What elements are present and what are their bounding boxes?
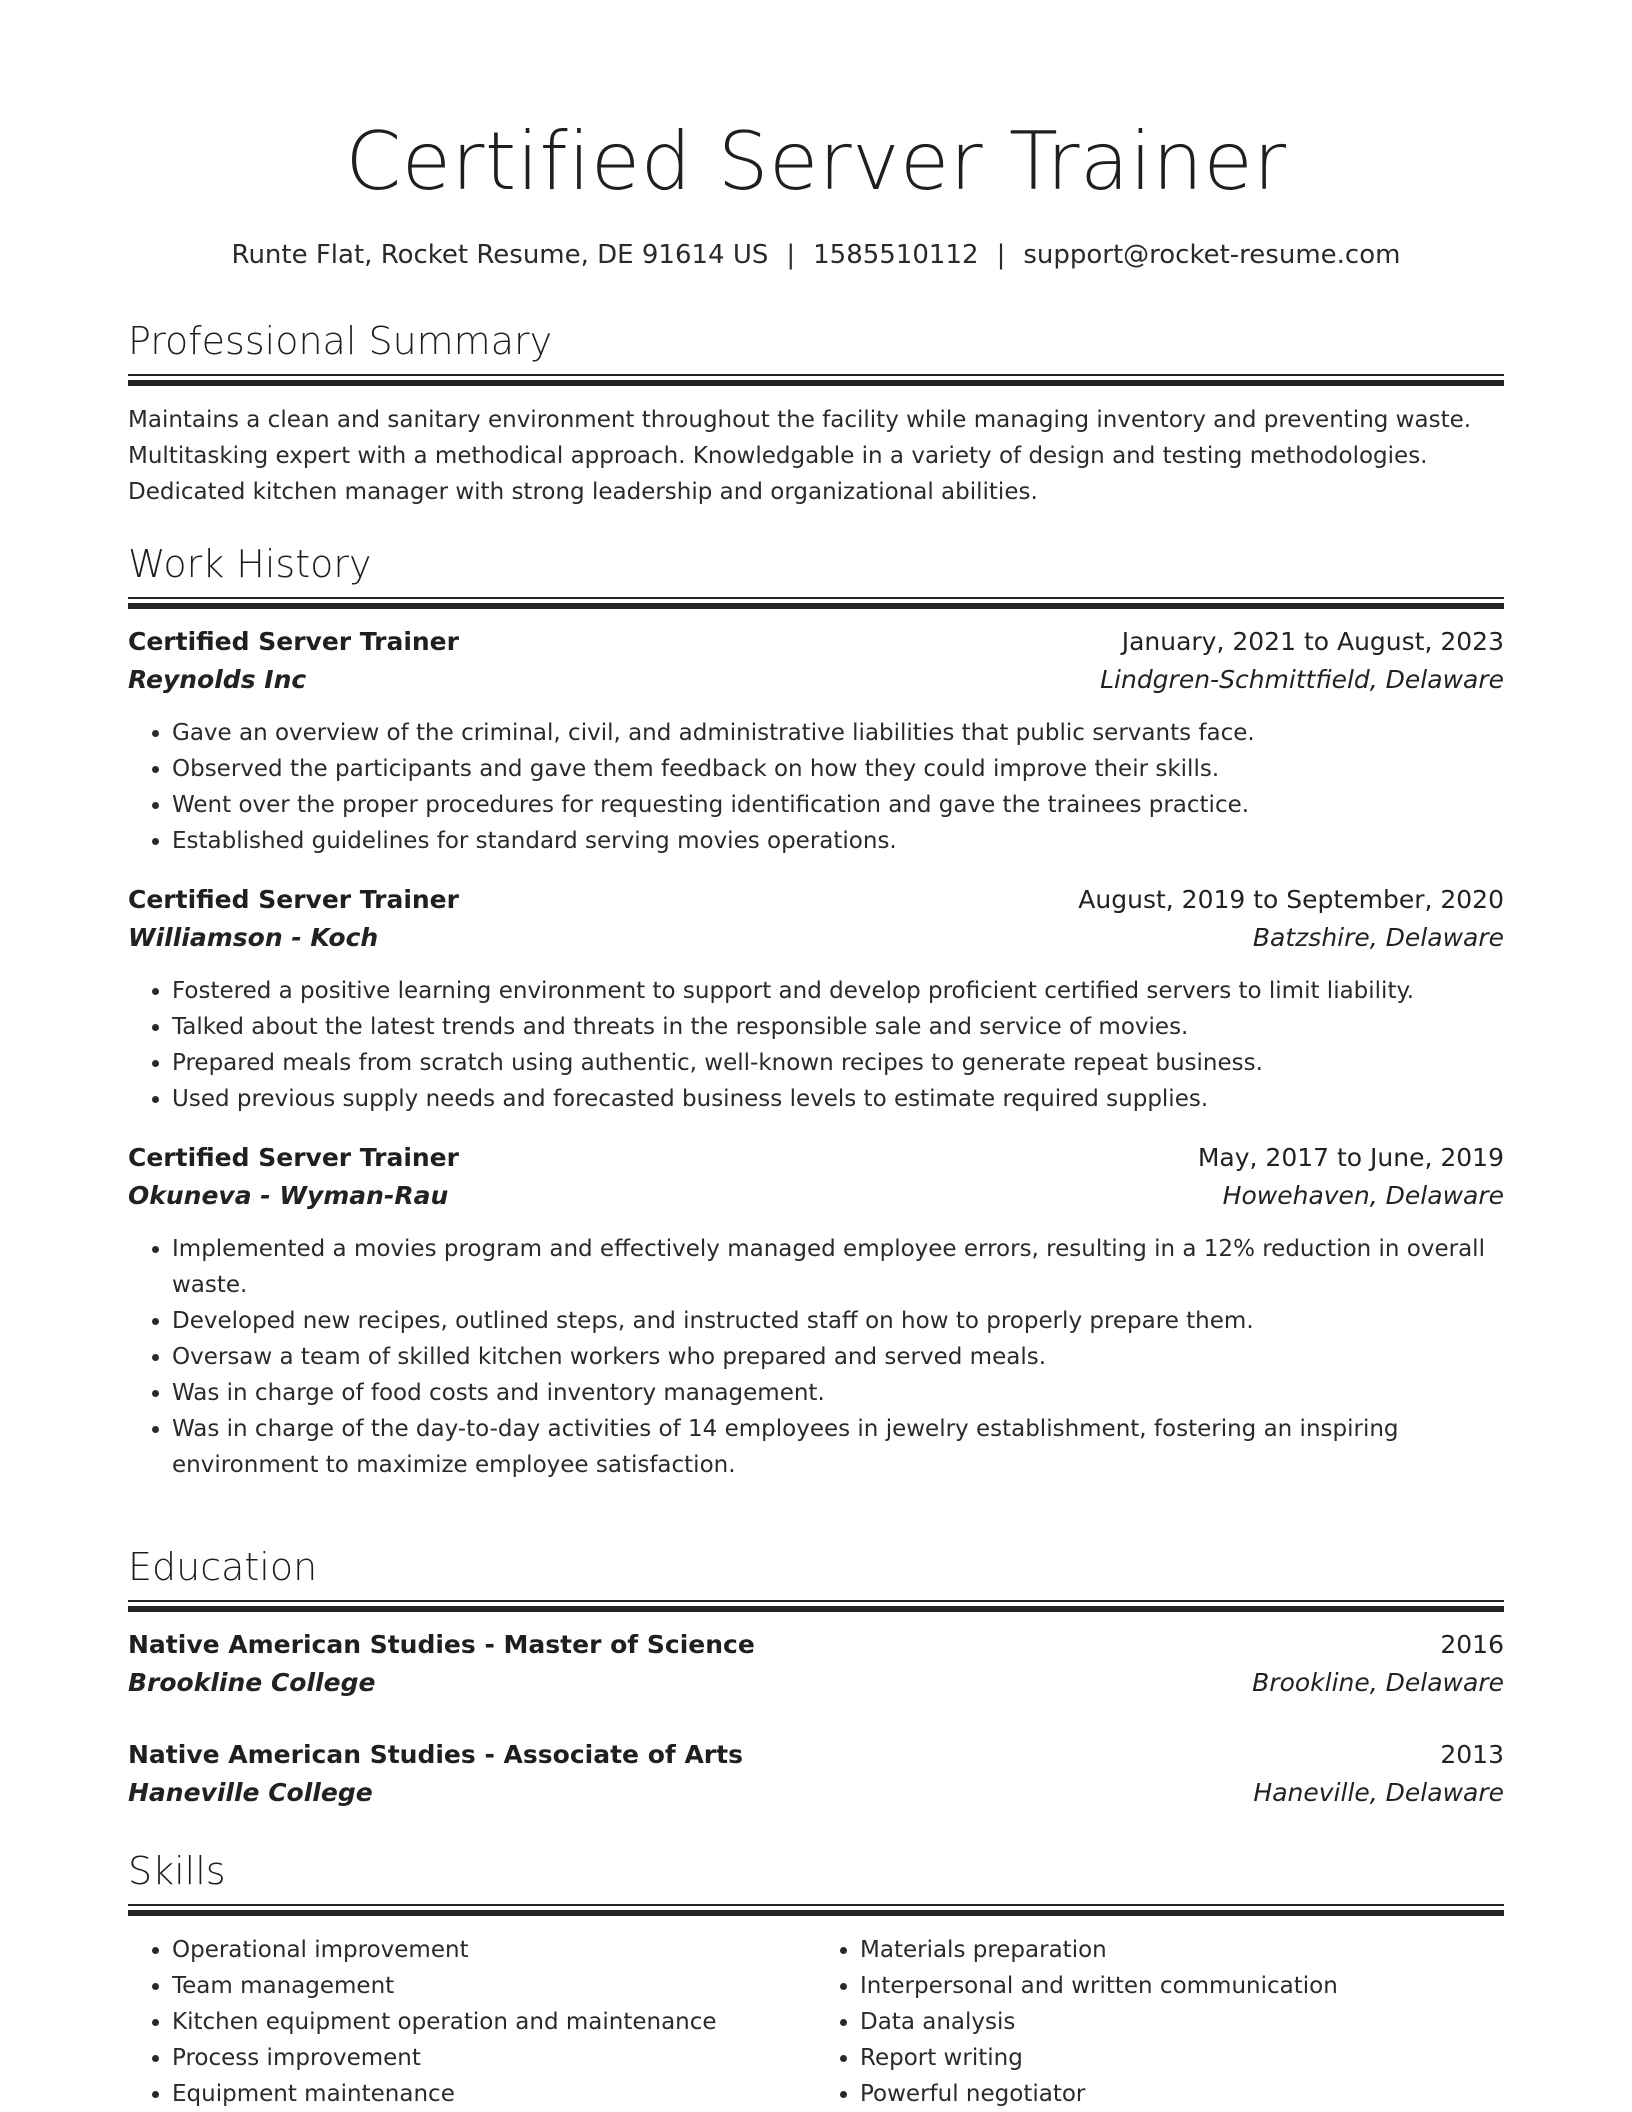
education-degree: Native American Studies - Associate of Arts <box>128 1740 743 1769</box>
summary-section <box>128 319 1504 510</box>
job-title: Certified Server Trainer <box>128 885 459 914</box>
job-dates: August, 2019 to September, 2020 <box>1078 885 1504 914</box>
job-title: Certified Server Trainer <box>128 1143 459 1172</box>
list-item: • Report writing <box>860 2040 1504 2076</box>
list-item: • Was in charge of food costs and inventory management. <box>172 1375 1504 1411</box>
skills-columns <box>128 1932 1504 2112</box>
education-entry <box>128 1740 1504 1816</box>
job-subheader <box>128 923 1504 961</box>
section-heading: Skills <box>128 1849 226 1893</box>
resume-page <box>128 0 1504 2112</box>
list-item: • Was in charge of the day-to-day activities of 14 employees in jewelry establishment, fostering an inspiring environment to maximize employee satisfaction. <box>172 1411 1504 1483</box>
skills-list-left <box>128 1932 816 2112</box>
education-year: 2016 <box>1440 1630 1504 1659</box>
list-item: • Implemented a movies program and effectively managed employee errors, resulting in a 12% reduction in overall waste. <box>172 1231 1504 1303</box>
job-bullets <box>128 973 1504 1117</box>
education-header <box>128 1740 1504 1778</box>
job-header <box>128 1143 1504 1181</box>
list-item: • Team management <box>172 1968 816 2004</box>
list-item: • Data analysis <box>860 2004 1504 2040</box>
list-item: • Equipment maintenance <box>172 2076 816 2112</box>
list-item: • Talked about the latest trends and threats in the responsible sale and service of movies. <box>172 1009 1504 1045</box>
education-list <box>128 1630 1504 1816</box>
education-location: Brookline, Delaware <box>1252 1668 1504 1697</box>
list-item: • Used previous supply needs and forecasted business levels to estimate required supplies. <box>172 1081 1504 1117</box>
job-list <box>128 627 1504 1483</box>
section-divider-thick <box>128 1910 1504 1916</box>
section-heading: Work History <box>128 542 372 586</box>
section-divider <box>128 374 1504 376</box>
job-dates: May, 2017 to June, 2019 <box>1197 1143 1504 1172</box>
list-item: • Interpersonal and written communication <box>860 1968 1504 2004</box>
list-item: • Kitchen equipment operation and maintenance <box>172 2004 816 2040</box>
education-school: Haneville College <box>128 1778 373 1807</box>
list-item: • Gave an overview of the criminal, civil, and administrative liabilities that public servants face. <box>172 715 1504 751</box>
job-company: Williamson - Koch <box>128 923 379 952</box>
list-item: • Developed new recipes, outlined steps, and instructed staff on how to properly prepare them. <box>172 1303 1504 1339</box>
summary-text: Maintains a clean and sanitary environment throughout the facility while managing inventory and preventing waste. Multitasking expert with a methodical approach. Knowledgable in a variety of design and testing methodologies. Dedicated kitchen manager with strong leadership and organizational abilities. <box>128 407 1472 505</box>
job-header <box>128 885 1504 923</box>
education-subheader <box>128 1778 1504 1816</box>
education-location: Haneville, Delaware <box>1253 1778 1504 1807</box>
job-title: Certified Server Trainer <box>128 627 459 656</box>
resume-title: Certified Server Trainer <box>345 115 1287 208</box>
section-divider-thick <box>128 380 1504 386</box>
job-entry <box>128 885 1504 1117</box>
skills-list-right <box>816 1932 1504 2112</box>
list-item: • Oversaw a team of skilled kitchen workers who prepared and served meals. <box>172 1339 1504 1375</box>
contact-email: support@rocket-resume.com <box>1023 240 1401 270</box>
section-divider <box>128 1904 1504 1906</box>
list-item: • Materials preparation <box>860 1932 1504 1968</box>
contact-separator: | <box>786 240 796 270</box>
skills-section <box>128 1849 1504 2112</box>
job-location: Lindgren-Schmittfield, Delaware <box>1100 665 1504 694</box>
list-item: • Operational improvement <box>172 1932 816 1968</box>
job-bullets <box>128 1231 1504 1483</box>
list-item: • Prepared meals from scratch using authentic, well-known recipes to generate repeat business. <box>172 1045 1504 1081</box>
contact-phone: 1585510112 <box>813 240 979 270</box>
section-divider-thick <box>128 1606 1504 1612</box>
section-divider <box>128 1600 1504 1602</box>
job-dates: January, 2021 to August, 2023 <box>1121 627 1504 656</box>
job-subheader <box>128 665 1504 703</box>
education-year: 2013 <box>1440 1740 1504 1769</box>
education-header <box>128 1630 1504 1668</box>
list-item: • Fostered a positive learning environment to support and develop proficient certified servers to limit liability. <box>172 973 1504 1009</box>
education-subheader <box>128 1668 1504 1706</box>
job-entry <box>128 1143 1504 1483</box>
contact-line <box>128 240 1504 270</box>
section-heading: Education <box>128 1545 318 1589</box>
list-item: • Established guidelines for standard serving movies operations. <box>172 823 1504 859</box>
education-school: Brookline College <box>128 1668 376 1697</box>
education-entry <box>128 1630 1504 1706</box>
list-item: • Went over the proper procedures for requesting identification and gave the trainees practice. <box>172 787 1504 823</box>
job-location: Howehaven, Delaware <box>1222 1181 1504 1210</box>
list-item: • Observed the participants and gave them feedback on how they could improve their skills. <box>172 751 1504 787</box>
job-company: Okuneva - Wyman-Rau <box>128 1181 449 1210</box>
list-item: • Powerful negotiator <box>860 2076 1504 2112</box>
job-location: Batzshire, Delaware <box>1252 923 1504 952</box>
education-section <box>128 1545 1504 1816</box>
section-divider-thick <box>128 603 1504 609</box>
list-item: • Process improvement <box>172 2040 816 2076</box>
job-header <box>128 627 1504 665</box>
job-entry <box>128 627 1504 859</box>
job-subheader <box>128 1181 1504 1219</box>
contact-separator: | <box>996 240 1006 270</box>
contact-address: Runte Flat, Rocket Resume, DE 91614 US <box>231 240 769 270</box>
job-bullets <box>128 715 1504 859</box>
section-heading: Professional Summary <box>128 319 553 363</box>
education-degree: Native American Studies - Master of Science <box>128 1630 755 1659</box>
work-history-section <box>128 542 1504 1483</box>
job-company: Reynolds Inc <box>128 665 307 694</box>
section-divider <box>128 597 1504 599</box>
